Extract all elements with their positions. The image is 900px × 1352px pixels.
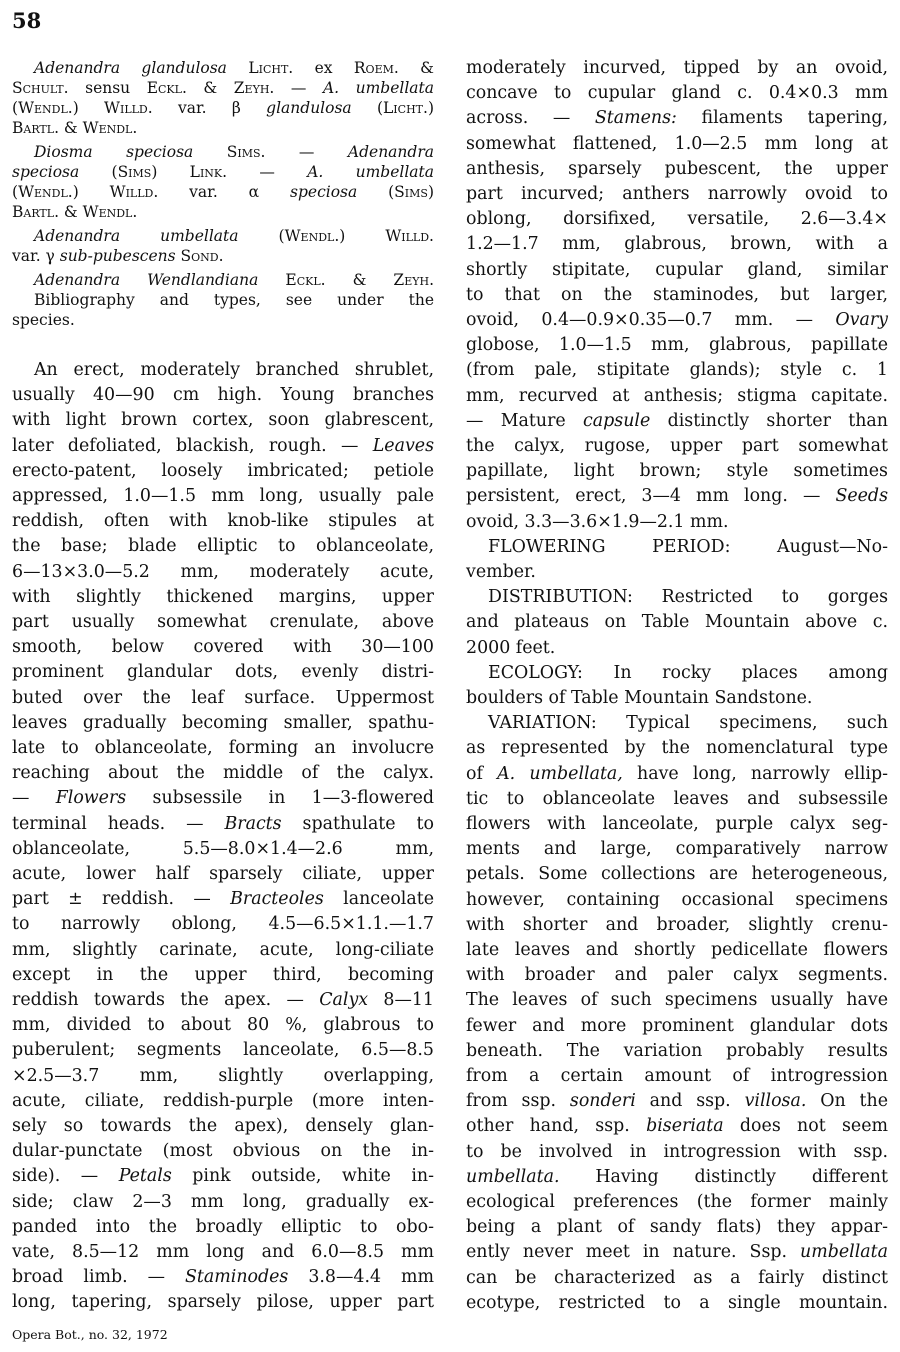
right-body-line: concave to cupular gland c. 0.4×0.3 mm bbox=[466, 83, 888, 103]
right-body-line: tic to oblanceolate leaves and subsessile bbox=[466, 789, 888, 809]
synonym-line: (Wendl.) Willd. var. α speciosa (Sims) bbox=[12, 183, 434, 201]
right-body-line: ovoid, 3.3—3.6×1.9—2.1 mm. bbox=[466, 512, 729, 532]
left-body-line: part ± reddish. — Bracteoles lanceolate bbox=[12, 889, 434, 909]
right-body-line: 2000 feet. bbox=[466, 638, 556, 658]
right-body-line: — Mature capsule distinctly shorter than bbox=[466, 411, 889, 431]
left-body-line: vate, 8.5—12 mm long and 6.0—8.5 mm bbox=[12, 1242, 434, 1262]
left-body-line: side; claw 2—3 mm long, gradually ex- bbox=[12, 1192, 434, 1212]
left-body-line: late to oblanceolate, forming an involucre bbox=[12, 738, 434, 758]
right-body-line: boulders of Table Mountain Sandstone. bbox=[466, 688, 813, 708]
left-body-line: reaching about the middle of the calyx. bbox=[12, 763, 434, 783]
right-body-line: papillate, light brown; style sometimes bbox=[466, 461, 888, 481]
right-body-line: as represented by the nomenclatural type bbox=[466, 738, 888, 758]
right-body-line: oblong, dorsifixed, versatile, 2.6—3.4× bbox=[466, 209, 888, 229]
synonym-line: Bibliography and types, see under the bbox=[34, 291, 434, 309]
synonym-line: Adenandra Wendlandiana Eckl. & Zeyh. bbox=[34, 271, 435, 289]
left-body-line: reddish towards the apex. — Calyx 8—11 bbox=[12, 990, 434, 1010]
left-body-line: buted over the leaf surface. Uppermost bbox=[12, 688, 434, 708]
right-body-line: beneath. The variation probably results bbox=[466, 1041, 888, 1061]
left-body-line: side). — Petals pink outside, white in- bbox=[12, 1166, 434, 1186]
right-body-line: 1.2—1.7 mm, glabrous, brown, with a bbox=[466, 234, 888, 254]
right-body-line: moderately incurved, tipped by an ovoid, bbox=[466, 58, 888, 78]
synonym-line: speciosa (Sims) Link. — A. umbellata bbox=[12, 163, 434, 181]
journal-footer: Opera Bot., no. 32, 1972 bbox=[12, 1327, 168, 1342]
right-body-line: late leaves and shortly pedicellate flowers bbox=[466, 940, 888, 960]
left-body-line: the base; blade elliptic to oblanceolate, bbox=[12, 536, 434, 556]
left-body-line: 6—13×3.0—5.2 mm, moderately acute, bbox=[12, 562, 434, 582]
right-body-line: to be involved in introgression with ssp. bbox=[466, 1142, 888, 1162]
left-body-line: An erect, moderately branched shrublet, bbox=[34, 360, 434, 380]
synonym-line: Adenandra umbellata (Wendl.) Willd. bbox=[34, 227, 434, 245]
right-body-line: from a certain amount of introgression bbox=[466, 1066, 888, 1086]
right-body-line: globose, 1.0—1.5 mm, glabrous, papillate bbox=[466, 335, 888, 355]
left-body-line: ×2.5—3.7 mm, slightly overlapping, bbox=[12, 1066, 434, 1086]
left-body-line: erecto-patent, loosely imbricated; petiole bbox=[12, 461, 434, 481]
right-body-line: with broader and paler calyx segments. bbox=[466, 965, 888, 985]
page-number: 58 bbox=[12, 8, 42, 33]
left-body-line: usually 40—90 cm high. Young branches bbox=[12, 385, 434, 405]
left-body-line: appressed, 1.0—1.5 mm long, usually pale bbox=[12, 486, 434, 506]
left-body-line: broad limb. — Staminodes 3.8—4.4 mm bbox=[12, 1267, 434, 1287]
left-body-line: smooth, below covered with 30—100 bbox=[12, 637, 434, 657]
left-body-line: except in the upper third, becoming bbox=[12, 965, 434, 985]
right-body-line: being a plant of sandy flats) they appar- bbox=[466, 1217, 888, 1237]
left-body-line: oblanceolate, 5.5—8.0×1.4—2.6 mm, bbox=[12, 839, 434, 859]
left-body-line: terminal heads. — Bracts spathulate to bbox=[12, 814, 434, 834]
synonym-line: var. γ sub-pubescens Sond. bbox=[12, 247, 224, 265]
synonym-line: Schult. sensu Eckl. & Zeyh. — A. umbellata bbox=[12, 79, 434, 97]
left-body-line: long, tapering, sparsely pilose, upper part bbox=[12, 1292, 434, 1312]
right-body-line: to that on the staminodes, but larger, bbox=[466, 285, 888, 305]
synonym-line: Bartl. & Wendl. bbox=[12, 203, 138, 221]
left-body-line: acute, lower half sparsely ciliate, upper bbox=[12, 864, 434, 884]
left-body-line: acute, ciliate, reddish-purple (more inten- bbox=[12, 1091, 434, 1111]
right-body-line: anthesis, sparsely pubescent, the upper bbox=[466, 159, 888, 179]
left-body-line: to narrowly oblong, 4.5—6.5×1.1.—1.7 bbox=[12, 914, 434, 934]
left-body-line: with slightly thickened margins, upper bbox=[12, 587, 434, 607]
right-body-line: of A. umbellata, have long, narrowly ellip- bbox=[466, 764, 888, 784]
right-body-line: other hand, ssp. biseriata does not seem bbox=[466, 1116, 888, 1136]
right-body-line: petals. Some collections are heterogeneous, bbox=[466, 864, 888, 884]
right-body-line: from ssp. sonderi and ssp. villosa. On the bbox=[466, 1091, 888, 1111]
right-body-line: ecotype, restricted to a single mountain. bbox=[466, 1293, 888, 1313]
right-body-line: (from pale, stipitate glands); style c. 1 bbox=[466, 360, 888, 380]
left-body-line: — Flowers subsessile in 1—3-flowered bbox=[12, 788, 435, 808]
right-body-line: ments and large, comparatively narrow bbox=[466, 839, 888, 859]
right-body-line: DISTRIBUTION: Restricted to gorges bbox=[488, 587, 888, 607]
right-body-line: The leaves of such specimens usually have bbox=[466, 990, 888, 1010]
left-body-line: with light brown cortex, soon glabrescent, bbox=[12, 410, 434, 430]
right-body-line: ently never meet in nature. Ssp. umbellata bbox=[466, 1242, 888, 1262]
right-body-line: fewer and more prominent glandular dots bbox=[466, 1016, 888, 1036]
synonym-line: species. bbox=[12, 311, 75, 329]
right-body-line: flowers with lanceolate, purple calyx seg- bbox=[466, 814, 888, 834]
synonym-line: Adenandra glandulosa Licht. ex Roem. & bbox=[34, 59, 434, 77]
right-body-line: ovoid, 0.4—0.9×0.35—0.7 mm. — Ovary bbox=[466, 310, 888, 330]
left-body-line: panded into the broadly elliptic to obo- bbox=[12, 1217, 434, 1237]
right-body-line: with shorter and broader, slightly crenu- bbox=[466, 915, 888, 935]
right-body-line: umbellata. Having distinctly different bbox=[466, 1167, 888, 1187]
synonym-line: (Wendl.) Willd. var. β glandulosa (Licht.) bbox=[12, 99, 434, 117]
left-body-line: leaves gradually becoming smaller, spathu- bbox=[12, 713, 434, 733]
left-body-line: dular-punctate (most obvious on the in- bbox=[12, 1141, 434, 1161]
left-body-line: puberulent; segments lanceolate, 6.5—8.5 bbox=[12, 1040, 434, 1060]
right-body-line: vember. bbox=[466, 562, 536, 582]
left-body-line: later defoliated, blackish, rough. — Leaves bbox=[12, 436, 434, 456]
right-body-line: FLOWERING PERIOD: August—No- bbox=[488, 537, 888, 557]
synonym-line: Bartl. & Wendl. bbox=[12, 119, 138, 137]
right-body-line: ecological preferences (the former mainly bbox=[466, 1192, 888, 1212]
right-body-line: shortly stipitate, cupular gland, similar bbox=[466, 260, 888, 280]
right-body-line: across. — Stamens: filaments tapering, bbox=[466, 108, 889, 128]
synonym-line: Diosma speciosa Sims. — Adenandra bbox=[34, 143, 434, 161]
left-body-line: sely so towards the apex), densely glan- bbox=[12, 1116, 434, 1136]
right-body-line: the calyx, rugose, upper part somewhat bbox=[466, 436, 888, 456]
right-body-line: part incurved; anthers narrowly ovoid to bbox=[466, 184, 888, 204]
left-body-line: mm, divided to about 80 %, glabrous to bbox=[12, 1015, 434, 1035]
right-body-line: mm, recurved at anthesis; stigma capitate. bbox=[466, 386, 888, 406]
right-body-line: however, containing occasional specimens bbox=[466, 890, 888, 910]
right-body-line: somewhat flattened, 1.0—2.5 mm long at bbox=[466, 134, 888, 154]
right-body-line: persistent, erect, 3—4 mm long. — Seeds bbox=[466, 486, 888, 506]
right-body-line: and plateaus on Table Mountain above c. bbox=[466, 612, 888, 632]
right-body-line: VARIATION: Typical specimens, such bbox=[488, 713, 888, 733]
right-body-line: can be characterized as a fairly distinct bbox=[466, 1268, 888, 1288]
left-body-line: prominent glandular dots, evenly distri- bbox=[12, 662, 434, 682]
left-body-line: part usually somewhat crenulate, above bbox=[12, 612, 434, 632]
left-body-line: reddish, often with knob-like stipules at bbox=[12, 511, 434, 531]
right-body-line: ECOLOGY: In rocky places among bbox=[488, 663, 888, 683]
left-body-line: mm, slightly carinate, acute, long-ciliate bbox=[12, 940, 434, 960]
